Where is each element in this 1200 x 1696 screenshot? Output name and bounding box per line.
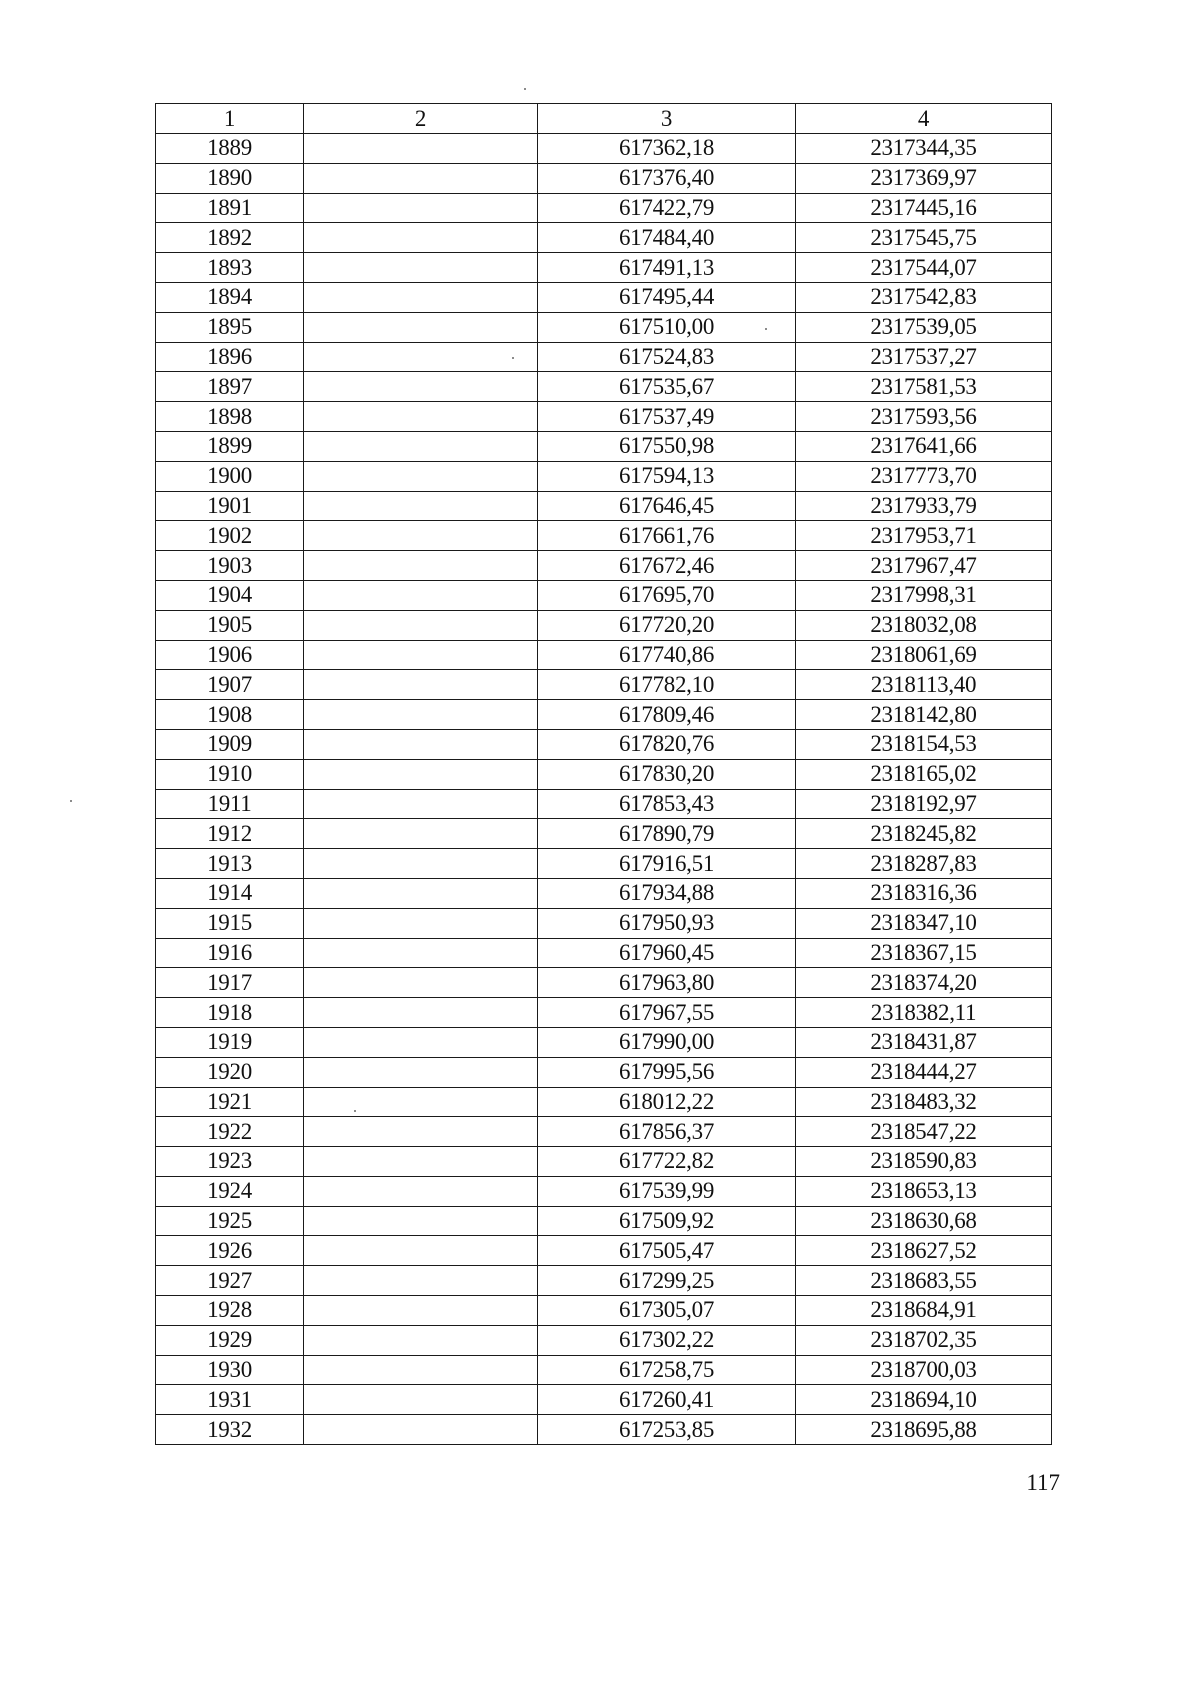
- note-cell: [304, 1236, 538, 1266]
- column-header-3: 3: [538, 104, 796, 134]
- point-number-cell: 1889: [156, 134, 304, 164]
- note-cell: [304, 312, 538, 342]
- x-coordinate-cell: 617853,43: [538, 789, 796, 819]
- note-cell: [304, 134, 538, 164]
- note-cell: [304, 431, 538, 461]
- y-coordinate-cell: 2318702,35: [796, 1325, 1052, 1355]
- x-coordinate-cell: 617302,22: [538, 1325, 796, 1355]
- x-coordinate-cell: 617646,45: [538, 491, 796, 521]
- table-row: [156, 402, 1052, 432]
- x-coordinate-cell: 617535,67: [538, 372, 796, 402]
- x-coordinate-cell: 617299,25: [538, 1266, 796, 1296]
- column-header-2: 2: [304, 104, 538, 134]
- x-coordinate-cell: 617856,37: [538, 1117, 796, 1147]
- table-row: [156, 223, 1052, 253]
- y-coordinate-cell: 2317537,27: [796, 342, 1052, 372]
- point-number-cell: 1925: [156, 1206, 304, 1236]
- point-number-cell: 1927: [156, 1266, 304, 1296]
- note-cell: [304, 998, 538, 1028]
- point-number-cell: 1909: [156, 729, 304, 759]
- x-coordinate-cell: 617537,49: [538, 402, 796, 432]
- point-number-cell: 1894: [156, 282, 304, 312]
- y-coordinate-cell: 2317773,70: [796, 461, 1052, 491]
- note-cell: [304, 282, 538, 312]
- note-cell: [304, 193, 538, 223]
- x-coordinate-cell: 617484,40: [538, 223, 796, 253]
- point-number-cell: 1914: [156, 878, 304, 908]
- note-cell: [304, 1176, 538, 1206]
- y-coordinate-cell: 2318032,08: [796, 610, 1052, 640]
- table-row: [156, 551, 1052, 581]
- x-coordinate-cell: 617782,10: [538, 670, 796, 700]
- point-number-cell: 1906: [156, 640, 304, 670]
- table-row: [156, 282, 1052, 312]
- x-coordinate-cell: 617258,75: [538, 1355, 796, 1385]
- table-row: [156, 1296, 1052, 1326]
- note-cell: [304, 759, 538, 789]
- table-row: [156, 312, 1052, 342]
- x-coordinate-cell: 617305,07: [538, 1296, 796, 1326]
- note-cell: [304, 1355, 538, 1385]
- table-row: [156, 1385, 1052, 1415]
- table-row: [156, 253, 1052, 283]
- note-cell: [304, 938, 538, 968]
- table-header: [156, 104, 1052, 134]
- table-row: [156, 1355, 1052, 1385]
- table-row: [156, 849, 1052, 879]
- note-cell: [304, 1206, 538, 1236]
- table-row: [156, 1027, 1052, 1057]
- y-coordinate-cell: 2317544,07: [796, 253, 1052, 283]
- x-coordinate-cell: 617820,76: [538, 729, 796, 759]
- column-header-1: 1: [156, 104, 304, 134]
- table-row: [156, 1415, 1052, 1445]
- table-row: [156, 1236, 1052, 1266]
- y-coordinate-cell: 2317445,16: [796, 193, 1052, 223]
- table-row: [156, 1266, 1052, 1296]
- note-cell: [304, 789, 538, 819]
- table-row: [156, 1057, 1052, 1087]
- note-cell: [304, 1027, 538, 1057]
- table-body: [156, 134, 1052, 1445]
- table-row: [156, 372, 1052, 402]
- x-coordinate-cell: 617950,93: [538, 908, 796, 938]
- x-coordinate-cell: 617960,45: [538, 938, 796, 968]
- y-coordinate-cell: 2318165,02: [796, 759, 1052, 789]
- note-cell: [304, 968, 538, 998]
- note-cell: [304, 640, 538, 670]
- table-row: [156, 640, 1052, 670]
- y-coordinate-cell: 2317998,31: [796, 580, 1052, 610]
- y-coordinate-cell: 2318287,83: [796, 849, 1052, 879]
- point-number-cell: 1908: [156, 700, 304, 730]
- x-coordinate-cell: 617509,92: [538, 1206, 796, 1236]
- y-coordinate-cell: 2317545,75: [796, 223, 1052, 253]
- note-cell: [304, 1117, 538, 1147]
- y-coordinate-cell: 2318630,68: [796, 1206, 1052, 1236]
- y-coordinate-cell: 2318113,40: [796, 670, 1052, 700]
- table-row: [156, 1206, 1052, 1236]
- note-cell: [304, 729, 538, 759]
- y-coordinate-cell: 2318347,10: [796, 908, 1052, 938]
- table-row: [156, 134, 1052, 164]
- x-coordinate-cell: 618012,22: [538, 1087, 796, 1117]
- table-row: [156, 729, 1052, 759]
- note-cell: [304, 1385, 538, 1415]
- y-coordinate-cell: 2318431,87: [796, 1027, 1052, 1057]
- table-row: [156, 610, 1052, 640]
- x-coordinate-cell: 617362,18: [538, 134, 796, 164]
- y-coordinate-cell: 2318154,53: [796, 729, 1052, 759]
- y-coordinate-cell: 2318382,11: [796, 998, 1052, 1028]
- x-coordinate-cell: 617695,70: [538, 580, 796, 610]
- x-coordinate-cell: 617672,46: [538, 551, 796, 581]
- x-coordinate-cell: 617495,44: [538, 282, 796, 312]
- y-coordinate-cell: 2318192,97: [796, 789, 1052, 819]
- point-number-cell: 1907: [156, 670, 304, 700]
- point-number-cell: 1896: [156, 342, 304, 372]
- y-coordinate-cell: 2318316,36: [796, 878, 1052, 908]
- note-cell: [304, 1087, 538, 1117]
- y-coordinate-cell: 2317967,47: [796, 551, 1052, 581]
- scan-speck: [70, 800, 72, 802]
- x-coordinate-cell: 617260,41: [538, 1385, 796, 1415]
- point-number-cell: 1921: [156, 1087, 304, 1117]
- x-coordinate-cell: 617963,80: [538, 968, 796, 998]
- y-coordinate-cell: 2318700,03: [796, 1355, 1052, 1385]
- table-row: [156, 491, 1052, 521]
- table-row: [156, 938, 1052, 968]
- table-row: [156, 998, 1052, 1028]
- point-number-cell: 1930: [156, 1355, 304, 1385]
- note-cell: [304, 580, 538, 610]
- y-coordinate-cell: 2318683,55: [796, 1266, 1052, 1296]
- y-coordinate-cell: 2317641,66: [796, 431, 1052, 461]
- y-coordinate-cell: 2317542,83: [796, 282, 1052, 312]
- note-cell: [304, 342, 538, 372]
- x-coordinate-cell: 617491,13: [538, 253, 796, 283]
- x-coordinate-cell: 617253,85: [538, 1415, 796, 1445]
- y-coordinate-cell: 2318627,52: [796, 1236, 1052, 1266]
- point-number-cell: 1915: [156, 908, 304, 938]
- y-coordinate-cell: 2318367,15: [796, 938, 1052, 968]
- point-number-cell: 1918: [156, 998, 304, 1028]
- note-cell: [304, 163, 538, 193]
- note-cell: [304, 670, 538, 700]
- y-coordinate-cell: 2318483,32: [796, 1087, 1052, 1117]
- y-coordinate-cell: 2317344,35: [796, 134, 1052, 164]
- table-row: [156, 1325, 1052, 1355]
- table-row: [156, 521, 1052, 551]
- table-row: [156, 789, 1052, 819]
- y-coordinate-cell: 2318695,88: [796, 1415, 1052, 1445]
- table-row: [156, 163, 1052, 193]
- point-number-cell: 1929: [156, 1325, 304, 1355]
- x-coordinate-cell: 617510,00: [538, 312, 796, 342]
- x-coordinate-cell: 617550,98: [538, 431, 796, 461]
- point-number-cell: 1905: [156, 610, 304, 640]
- y-coordinate-cell: 2317581,53: [796, 372, 1052, 402]
- note-cell: [304, 1147, 538, 1177]
- note-cell: [304, 849, 538, 879]
- table-row: [156, 968, 1052, 998]
- note-cell: [304, 1057, 538, 1087]
- table-row: [156, 461, 1052, 491]
- note-cell: [304, 253, 538, 283]
- y-coordinate-cell: 2318061,69: [796, 640, 1052, 670]
- x-coordinate-cell: 617916,51: [538, 849, 796, 879]
- note-cell: [304, 521, 538, 551]
- point-number-cell: 1900: [156, 461, 304, 491]
- x-coordinate-cell: 617376,40: [538, 163, 796, 193]
- x-coordinate-cell: 617809,46: [538, 700, 796, 730]
- note-cell: [304, 1325, 538, 1355]
- table-row: [156, 193, 1052, 223]
- note-cell: [304, 372, 538, 402]
- point-number-cell: 1916: [156, 938, 304, 968]
- point-number-cell: 1932: [156, 1415, 304, 1445]
- note-cell: [304, 878, 538, 908]
- point-number-cell: 1902: [156, 521, 304, 551]
- point-number-cell: 1903: [156, 551, 304, 581]
- x-coordinate-cell: 617934,88: [538, 878, 796, 908]
- table-row: [156, 580, 1052, 610]
- x-coordinate-cell: 617830,20: [538, 759, 796, 789]
- point-number-cell: 1892: [156, 223, 304, 253]
- y-coordinate-cell: 2318590,83: [796, 1147, 1052, 1177]
- point-number-cell: 1913: [156, 849, 304, 879]
- point-number-cell: 1919: [156, 1027, 304, 1057]
- point-number-cell: 1923: [156, 1147, 304, 1177]
- note-cell: [304, 1296, 538, 1326]
- x-coordinate-cell: 617594,13: [538, 461, 796, 491]
- y-coordinate-cell: 2318142,80: [796, 700, 1052, 730]
- point-number-cell: 1931: [156, 1385, 304, 1415]
- point-number-cell: 1928: [156, 1296, 304, 1326]
- point-number-cell: 1922: [156, 1117, 304, 1147]
- table-row: [156, 908, 1052, 938]
- point-number-cell: 1895: [156, 312, 304, 342]
- x-coordinate-cell: 617505,47: [538, 1236, 796, 1266]
- point-number-cell: 1890: [156, 163, 304, 193]
- point-number-cell: 1924: [156, 1176, 304, 1206]
- x-coordinate-cell: 617967,55: [538, 998, 796, 1028]
- y-coordinate-cell: 2317933,79: [796, 491, 1052, 521]
- x-coordinate-cell: 617661,76: [538, 521, 796, 551]
- y-coordinate-cell: 2318653,13: [796, 1176, 1052, 1206]
- point-number-cell: 1910: [156, 759, 304, 789]
- note-cell: [304, 461, 538, 491]
- y-coordinate-cell: 2317593,56: [796, 402, 1052, 432]
- note-cell: [304, 1415, 538, 1445]
- x-coordinate-cell: 617539,99: [538, 1176, 796, 1206]
- y-coordinate-cell: 2318684,91: [796, 1296, 1052, 1326]
- table-row: [156, 878, 1052, 908]
- point-number-cell: 1891: [156, 193, 304, 223]
- x-coordinate-cell: 617990,00: [538, 1027, 796, 1057]
- y-coordinate-cell: 2318694,10: [796, 1385, 1052, 1415]
- point-number-cell: 1899: [156, 431, 304, 461]
- point-number-cell: 1911: [156, 789, 304, 819]
- page-number: 117: [1026, 1470, 1060, 1495]
- table-row: [156, 670, 1052, 700]
- y-coordinate-cell: 2317539,05: [796, 312, 1052, 342]
- table-row: [156, 1176, 1052, 1206]
- table-row: [156, 1117, 1052, 1147]
- x-coordinate-cell: 617720,20: [538, 610, 796, 640]
- table-row: [156, 1147, 1052, 1177]
- y-coordinate-cell: 2318245,82: [796, 819, 1052, 849]
- point-number-cell: 1901: [156, 491, 304, 521]
- table-row: [156, 342, 1052, 372]
- note-cell: [304, 223, 538, 253]
- point-number-cell: 1912: [156, 819, 304, 849]
- x-coordinate-cell: 617740,86: [538, 640, 796, 670]
- y-coordinate-cell: 2317369,97: [796, 163, 1052, 193]
- scan-speck: [524, 88, 526, 90]
- table-row: [156, 819, 1052, 849]
- x-coordinate-cell: 617995,56: [538, 1057, 796, 1087]
- table-row: [156, 1087, 1052, 1117]
- note-cell: [304, 491, 538, 521]
- point-number-cell: 1897: [156, 372, 304, 402]
- note-cell: [304, 700, 538, 730]
- y-coordinate-cell: 2318444,27: [796, 1057, 1052, 1087]
- table-row: [156, 431, 1052, 461]
- note-cell: [304, 1266, 538, 1296]
- note-cell: [304, 819, 538, 849]
- point-number-cell: 1893: [156, 253, 304, 283]
- point-number-cell: 1920: [156, 1057, 304, 1087]
- x-coordinate-cell: 617422,79: [538, 193, 796, 223]
- x-coordinate-cell: 617722,82: [538, 1147, 796, 1177]
- table-row: [156, 759, 1052, 789]
- y-coordinate-cell: 2318374,20: [796, 968, 1052, 998]
- note-cell: [304, 610, 538, 640]
- point-number-cell: 1904: [156, 580, 304, 610]
- point-number-cell: 1898: [156, 402, 304, 432]
- y-coordinate-cell: 2317953,71: [796, 521, 1052, 551]
- header-row: [156, 104, 1052, 134]
- x-coordinate-cell: 617524,83: [538, 342, 796, 372]
- x-coordinate-cell: 617890,79: [538, 819, 796, 849]
- note-cell: [304, 402, 538, 432]
- y-coordinate-cell: 2318547,22: [796, 1117, 1052, 1147]
- note-cell: [304, 551, 538, 581]
- point-number-cell: 1926: [156, 1236, 304, 1266]
- table-row: [156, 700, 1052, 730]
- point-number-cell: 1917: [156, 968, 304, 998]
- note-cell: [304, 908, 538, 938]
- column-header-4: 4: [796, 104, 1052, 134]
- coordinates-table: [155, 103, 1052, 1445]
